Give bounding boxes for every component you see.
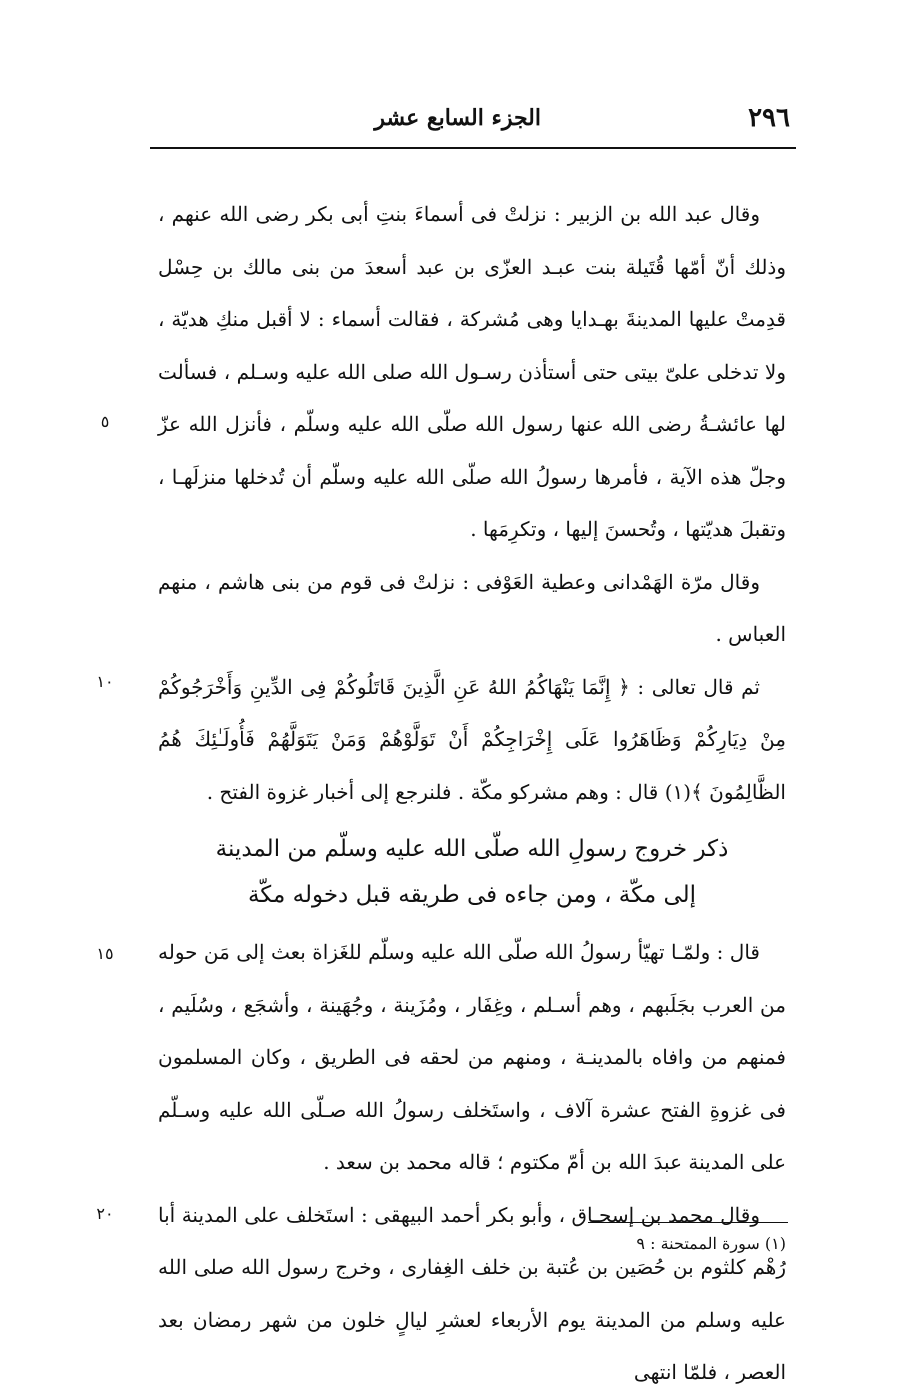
line-number-10: ١٠ <box>96 672 114 691</box>
line-number-20: ٢٠ <box>96 1204 114 1223</box>
footnote-divider <box>588 1222 788 1223</box>
line-number-15: ١٥ <box>96 944 114 963</box>
line-number-5: ٥ <box>100 412 110 431</box>
paragraph-5: وقال محمد بن إسحـاق ، وأبو بكر أحمد البيهقى : استَخلف على المدينة أبا رُهْم كلثوم بن حُصَين بن عُتبة بن خلف الغِفارى ، وخرج رسول الله صلى الله عليه وسلم من المدينة يوم الأربعاء لعشرِ ليالٍ خلون من شهر رمضان بعد العصر ، فلمّا انتهى <box>158 1202 786 1384</box>
paragraph-1: وقال عبد الله بن الزبير : نزلتْ فى أسماءَ بنتِ أبى بكر رضى الله عنهم ، وذلك أنّ أمّها قُتَيلة بنت عبـد العزّى بن عبد أسعدَ من بنى مالك بن حِسْل قدِمتْ عليها المدينةَ بهـدايا وهى مُشركة ، فقالت أسماء : لا أقبل منكِ هديّة ، ولا تدخلى علىّ بيتى حتى أستأذن رسـول الله صلى الله عليه وسـلم ، فسألت لها عائشـةُ رضى الله عنها رسول الله صلّى الله عليه وسلّم ، فأنزل الله عزّ وجلّ هذه الآية ، فأمرها رسولُ الله صلّى الله عليه وسلّم أن تُدخلها منزلَهـا ، وتقبلَ هديّتها ، وتُحسنَ إليها ، وتكرِمَها . <box>158 202 786 541</box>
running-title: الجزء السابع عشر <box>374 105 541 131</box>
section-heading-line-2: إلى مكّة ، ومن جاءه فى طريقه قبل دخوله مكّة <box>247 882 697 908</box>
page-number: ٢٩٦ <box>748 103 790 133</box>
paragraph-3: ثم قال تعالى : ﴿ إِنَّمَا يَنْهَاكُمُ اللهُ عَنِ الَّذِينَ قَاتَلُوكُمْ فِى الدِّينِ وَأَخْرَجُوكُمْ مِنْ دِيَارِكُمْ وَظَاهَرُوا عَلَى إِخْرَاجِكُمْ أَنْ تَوَلَّوْهُمْ وَمَنْ يَتَوَلَّهُمْ فَأُولَـٰئِكَ هُمُ الظَّالِمُونَ ﴾(١) قال : وهم مشركو مكّة . فلنرجع إلى أخبار غزوة الفتح . <box>158 674 786 804</box>
main-text <box>158 188 786 1399</box>
footnote: (١) سورة الممتحنة : ٩ <box>636 1234 786 1253</box>
section-heading <box>158 826 786 918</box>
paragraph-2: وقال مرّة الهَمْدانى وعطية العَوْفى : نزلتْ فى قوم من بنى هاشم ، منهم العباس . <box>158 569 786 646</box>
paragraph-4: قال : ولمّـا تهيّأ رسولُ الله صلّى الله عليه وسلّم للغَزاة بعث إلى مَن حوله من العرب بجَلَبهم ، وهم أسـلم ، وغِفَار ، ومُزَينة ، وجُهَينة ، وأشجَع ، وسُلَيم ، فمنهم من وافاه بالمدينـة ، ومنهم من لحقه فى الطريق ، وكان المسلمون فى غزوةِ الفتح عشرة آلاف ، واستَخلف رسولُ الله صـلّى الله عليه وسـلّم على المدينة عبدَ الله بن أمّ مكتوم ؛ قاله محمد بن سعد . <box>158 940 786 1174</box>
section-heading-line-1: ذكر خروج رسولِ الله صلّى الله عليه وسلّم من المدينة <box>215 836 729 862</box>
page-header <box>150 95 796 149</box>
